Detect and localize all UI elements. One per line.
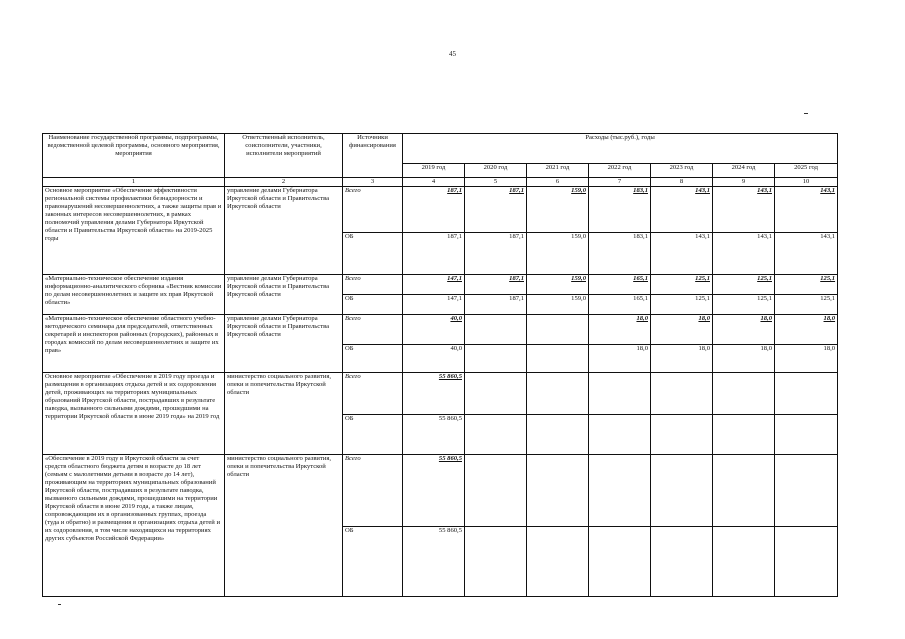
ob-value [465, 345, 527, 373]
table-row [43, 315, 838, 345]
header-year: 2024 год [713, 164, 775, 178]
scan-mark [804, 113, 808, 114]
total-value [527, 315, 589, 345]
source-ob: ОБ [343, 233, 403, 275]
header-expenses: Расходы (тыс.руб.), годы [403, 134, 838, 164]
ob-value [465, 527, 527, 597]
ob-value: 18,0 [589, 345, 651, 373]
column-number: 7 [589, 178, 651, 187]
measure-executor: министерство социального развития, опеки и попечительства Иркутской области [225, 373, 343, 455]
ob-value [713, 527, 775, 597]
header-executor: Ответственный исполнитель, соисполнители, участники, исполнители мероприятий [225, 134, 343, 178]
column-number: 2 [225, 178, 343, 187]
total-value: 159,0 [527, 275, 589, 295]
column-number: 1 [43, 178, 225, 187]
ob-value [651, 415, 713, 455]
total-value [713, 455, 775, 527]
measure-name: Основное мероприятие «Обеспечение в 2019 году проезда и размещения в организациях отдыха детей и их оздоровления детей, проживающих на территориях муниципальных образований Иркутской области, пострадавших в результате паводка, вызванного сильными дождями, прошедшими на территории Иркутской области в июне 2019 года» на 2019 год [43, 373, 225, 455]
header-source: Источники финансирования [343, 134, 403, 178]
ob-value: 143,1 [651, 233, 713, 275]
total-value: 18,0 [713, 315, 775, 345]
column-number: 8 [651, 178, 713, 187]
column-number: 6 [527, 178, 589, 187]
ob-value: 165,1 [589, 295, 651, 315]
measure-name: Основное мероприятие «Обеспечение эффективности региональной системы профилактики безнадзорности и правонарушений несовершеннолетних, а также защиты прав и законных интересов несовершеннолетних, в рамках полномочий управления делами Губернатора Иркутской области и Правительства Иркутской области» на 2019-2025 годы [43, 187, 225, 275]
ob-value: 147,1 [403, 295, 465, 315]
page-number: 45 [449, 50, 456, 58]
column-number: 4 [403, 178, 465, 187]
table-row [43, 373, 838, 415]
budget-table [42, 133, 838, 597]
ob-value: 187,1 [465, 295, 527, 315]
ob-value: 143,1 [713, 233, 775, 275]
total-value: 18,0 [775, 315, 838, 345]
header-year: 2025 год [775, 164, 838, 178]
measure-executor: управление делами Губернатора Иркутской области и Правительства Иркутской области [225, 315, 343, 373]
total-value: 55 860,5 [403, 455, 465, 527]
ob-value: 187,1 [465, 233, 527, 275]
source-total: Всего [343, 275, 403, 295]
ob-value [527, 527, 589, 597]
measure-executor: управление делами Губернатора Иркутской области и Правительства Иркутской области [225, 275, 343, 315]
ob-value: 125,1 [775, 295, 838, 315]
measure-name: «Материально-техническое обеспечение областного учебно-методического семинара для председателей, ответственных секретарей и инспекторов районных (городских), районных в городах комиссий по делам несовершеннолетних и защите их прав» [43, 315, 225, 373]
total-value: 165,1 [589, 275, 651, 295]
ob-value: 18,0 [775, 345, 838, 373]
ob-value [651, 527, 713, 597]
measure-executor: управление делами Губернатора Иркутской области и Правительства Иркутской области [225, 187, 343, 275]
total-value [651, 373, 713, 415]
ob-value: 55 860,5 [403, 527, 465, 597]
total-value [465, 373, 527, 415]
total-value: 125,1 [713, 275, 775, 295]
total-value [527, 373, 589, 415]
ob-value [775, 415, 838, 455]
total-value [465, 315, 527, 345]
source-ob: ОБ [343, 295, 403, 315]
source-total: Всего [343, 455, 403, 527]
column-number: 3 [343, 178, 403, 187]
total-value: 147,1 [403, 275, 465, 295]
total-value: 183,1 [589, 187, 651, 233]
source-total: Всего [343, 315, 403, 345]
measure-name: «Материально-техническое обеспечение издания информационно-аналитического сборника «Вестник комиссии по делам несовершеннолетних и защите их прав Иркутской области» [43, 275, 225, 315]
total-value: 187,1 [465, 187, 527, 233]
ob-value: 18,0 [713, 345, 775, 373]
measure-name: «Обеспечение в 2019 году в Иркутской области за счет средств областного бюджета детям в возрасте до 18 лет (семьям с малолетними детьми в возрасте до 14 лет), проживающим на территориях муниципальных образований Иркутской области, пострадавших в результате паводка, вызванного сильными дождями, прошедшими на территории Иркутской области в июне 2019 года, а также лицам, сопровождающим их в организованных группах, проезда (туда и обратно) и размещения в организациях отдыха детей и их оздоровления, в том числе находящихся на территориях других субъектов Российской Федерации» [43, 455, 225, 597]
ob-value: 18,0 [651, 345, 713, 373]
total-value: 125,1 [775, 275, 838, 295]
total-value: 159,0 [527, 187, 589, 233]
total-value [589, 373, 651, 415]
total-value: 125,1 [651, 275, 713, 295]
table-row [43, 187, 838, 233]
source-total: Всего [343, 187, 403, 233]
source-ob: ОБ [343, 527, 403, 597]
ob-value: 125,1 [713, 295, 775, 315]
ob-value [527, 345, 589, 373]
header-year: 2022 год [589, 164, 651, 178]
scan-mark [58, 604, 61, 605]
total-value: 143,1 [713, 187, 775, 233]
header-name: Наименование государственной программы, подпрограммы, ведомственной целевой программы, основного мероприятия, мероприятия [43, 134, 225, 178]
ob-value: 125,1 [651, 295, 713, 315]
source-total: Всего [343, 373, 403, 415]
source-ob: ОБ [343, 345, 403, 373]
total-value [465, 455, 527, 527]
total-value: 187,1 [465, 275, 527, 295]
table-row [43, 275, 838, 295]
column-number: 5 [465, 178, 527, 187]
header-year: 2021 год [527, 164, 589, 178]
measure-executor: министерство социального развития, опеки и попечительства Иркутской области [225, 455, 343, 597]
total-value: 55 860,5 [403, 373, 465, 415]
total-value [775, 455, 838, 527]
total-value [651, 455, 713, 527]
ob-value [589, 415, 651, 455]
ob-value: 187,1 [403, 233, 465, 275]
total-value: 18,0 [589, 315, 651, 345]
ob-value: 159,0 [527, 295, 589, 315]
ob-value: 143,1 [775, 233, 838, 275]
total-value: 143,1 [651, 187, 713, 233]
total-value [713, 373, 775, 415]
ob-value [713, 415, 775, 455]
column-number: 10 [775, 178, 838, 187]
total-value: 187,1 [403, 187, 465, 233]
ob-value: 55 860,5 [403, 415, 465, 455]
total-value: 40,0 [403, 315, 465, 345]
ob-value: 40,0 [403, 345, 465, 373]
ob-value: 159,0 [527, 233, 589, 275]
ob-value [775, 527, 838, 597]
header-year: 2020 год [465, 164, 527, 178]
source-ob: ОБ [343, 415, 403, 455]
ob-value [465, 415, 527, 455]
table-row [43, 455, 838, 527]
header-year: 2019 год [403, 164, 465, 178]
total-value [589, 455, 651, 527]
column-number: 9 [713, 178, 775, 187]
ob-value: 183,1 [589, 233, 651, 275]
total-value [527, 455, 589, 527]
ob-value [589, 527, 651, 597]
ob-value [527, 415, 589, 455]
total-value: 18,0 [651, 315, 713, 345]
header-year: 2023 год [651, 164, 713, 178]
total-value: 143,1 [775, 187, 838, 233]
total-value [775, 373, 838, 415]
